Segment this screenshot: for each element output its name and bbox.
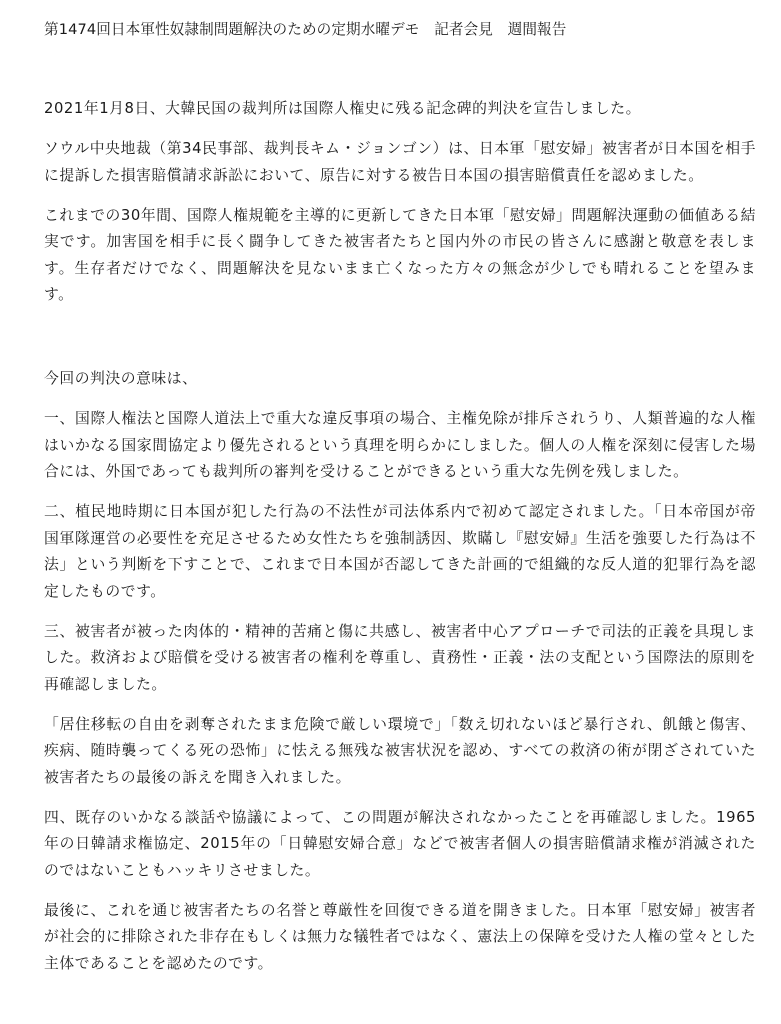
paragraph-conclusion: 最後に、これを通じ被害者たちの名誉と尊厳性を回復できる道を開きました。日本軍「慰安婦」被害者が社会的に排除された非存在もしくは無力な犠牲者ではなく、憲法上の保障を受けた人権の堂々とした主体であることを認めたのです。 (44, 901, 756, 972)
paragraph-movement: これまでの30年間、国際人権規範を主導的に更新してきた日本軍「慰安婦」問題解決運動の価値ある結実です。加害国を相手に長く闘争してきた被害者たちと国内外の市民の皆さんに感謝と敬意を表します。生存者だけでなく、問題解決を見ないまま亡くなった方々の無念が少しでも晴れることを望みます。 (44, 206, 756, 303)
document-title: 第1474回日本軍性奴隷制問題解決のための定期水曜デモ 記者会見 週間報告 (44, 21, 567, 38)
paragraph-court: ソウル中央地裁（第34民事部、裁判長キム・ジョンゴン）は、日本軍「慰安婦」被害者が日本国を相手に提訴した損害賠償請求訴訟において、原告に対する被告日本国の損害賠償責任を認めました。 (44, 140, 756, 184)
document-page (44, 0, 756, 991)
paragraph-point-three: 三、被害者が被った肉体的・精神的苦痛と傷に共感し、被害者中心アプローチで司法的正義を具現しました。救済および賠償を受ける被害者の権利を尊重し、責務性・正義・法の支配という国際法的原則を再確認しました。 (44, 622, 756, 693)
paragraph-verdict-date: 2021年1月8日、大韓民国の裁判所は国際人権史に残る記念碑的判決を宣告しました。 (44, 100, 641, 117)
paragraph-point-one: 一、国際人権法と国際人道法上で重大な違反事項の場合、主権免除が排斥されうり、人類普遍的な人権はいかなる国家間協定より優先されるという真理を明らかにしました。個人の人権を深刻に侵害した場合には、外国であっても裁判所の審判を受けることができるという重大な先例を残しました。 (44, 410, 756, 480)
paragraph-point-four: 四、既存のいかなる談話や協議によって、この問題が解決されなかったことを再確認しました。1965年の日韓請求権協定、2015年の「日韓慰安婦合意」などで被害者個人の損害賠償請求権が消滅されたのではないこともハッキリさせました。 (44, 808, 756, 879)
paragraph-quote: 「居住移転の自由を剥奪されたまま危険で厳しい環境で」「数え切れないほど暴行され、飢餓と傷害、疾病、随時襲ってくる死の恐怖」に怯える無残な被害状況を認め、すべての救済の術が閉ざされていた被害者たちの最後の訴えを聞き入れました。 (44, 715, 756, 786)
paragraph-meaning-intro: 今回の判決の意味は、 (44, 370, 198, 387)
paragraph-point-two: 二、植民地時期に日本国が犯した行為の不法性が司法体系内で初めて認定されました。「日本帝国が帝国軍隊運営の必要性を充足させるため女性たちを強制誘因、欺瞞し『慰安婦』生活を強要した行為は不法」という判断を下すことで、これまで日本国が否認してきた計画的で組織的な反人道的犯罪行為を認定したものです。 (44, 503, 756, 600)
spacer (44, 322, 756, 366)
spacer (44, 42, 756, 96)
